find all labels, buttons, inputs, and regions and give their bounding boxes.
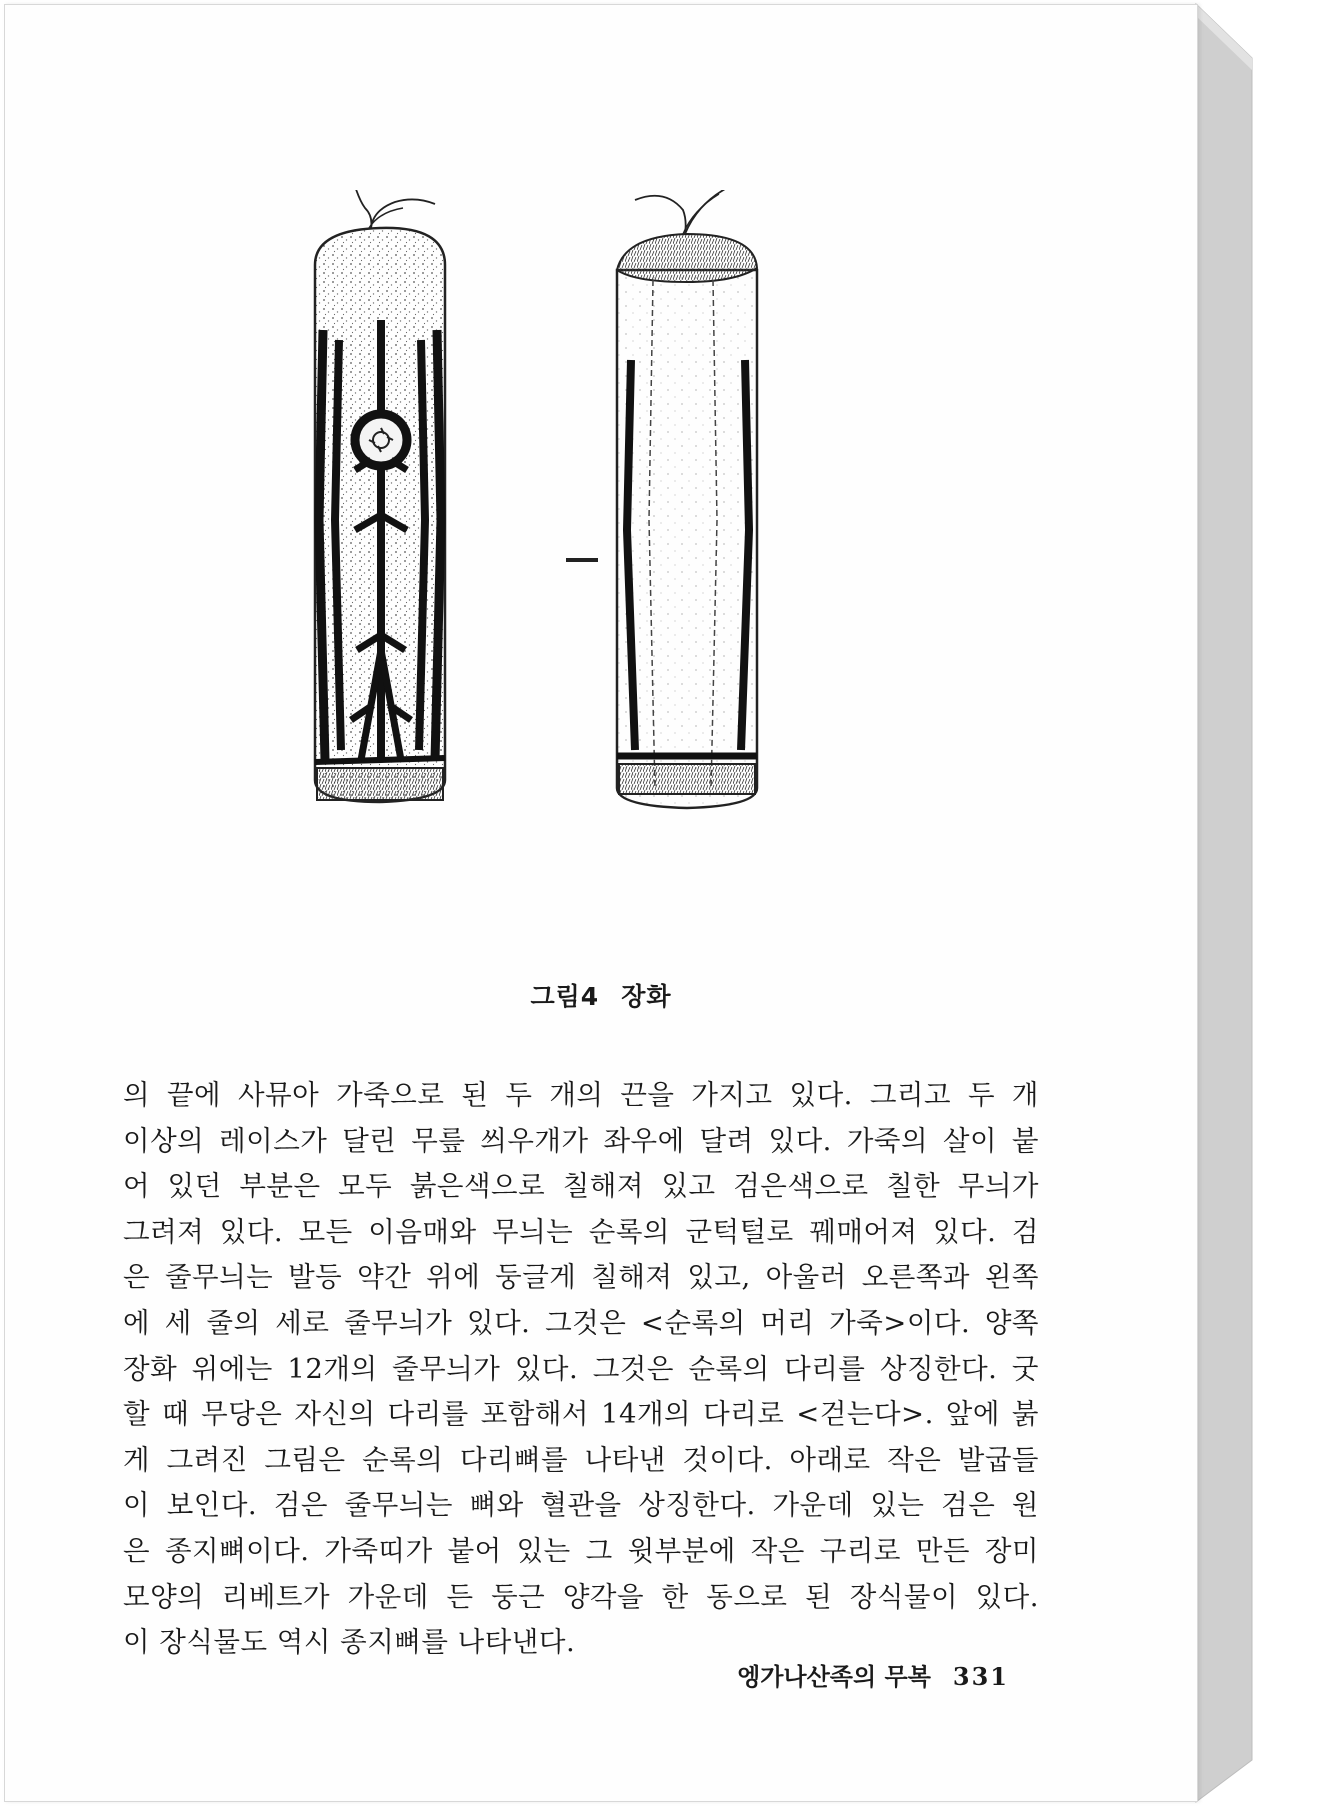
text-line: 은 종지뼈이다. 가죽띠가 붙어 있는 그 윗부분에 작은 구리로 만든 장미: [123, 1534, 1039, 1567]
boots-illustration: [295, 190, 875, 990]
figure-caption: [5, 977, 1197, 1013]
text-line: 할 때 무당은 자신의 다리를 포함해서 14개의 다리로 <걷는다>. 앞에 붉: [123, 1398, 1039, 1431]
figure-caption-label: 그림4: [530, 982, 600, 1011]
page-number: 331: [952, 1662, 1009, 1691]
text-line: 그려져 있다. 모든 이음매와 무늬는 순록의 군턱털로 꿰매어져 있다. 검: [123, 1215, 1039, 1248]
text-line: 장화 위에는 12개의 줄무늬가 있다. 그것은 순록의 다리를 상징한다. 굿: [123, 1352, 1039, 1385]
text-line: 에 세 줄의 세로 줄무늬가 있다. 그것은 <순록의 머리 가죽>이다. 양쪽: [123, 1306, 1039, 1339]
figure-separator-dash: [566, 558, 598, 562]
book-page: [4, 4, 1198, 1802]
text-line: 게 그려진 그림은 순록의 다리뼈를 나타낸 것이다. 아래로 작은 발굽들: [123, 1443, 1039, 1476]
text-line: 모양의 리베트가 가운데 든 둥근 양각을 한 동으로 된 장식물이 있다.: [123, 1580, 1039, 1613]
text-line: 은 줄무늬는 발등 약간 위에 둥글게 칠해져 있고, 아울러 오른쪽과 왼쪽: [123, 1261, 1039, 1294]
body-paragraph: [123, 1073, 1039, 1666]
figure-caption-title: 장화: [621, 982, 672, 1011]
right-boot-drawing: [617, 190, 757, 808]
text-line: 의 끝에 사뮤아 가죽으로 된 두 개의 끈을 가지고 있다. 그리고 두 개: [123, 1079, 1039, 1111]
text-line: 이상의 레이스가 달린 무릎 씌우개가 좌우에 달려 있다. 가죽의 살이 붙: [123, 1124, 1039, 1157]
running-title: 엥가나산족의 무복: [737, 1663, 931, 1691]
page-footer: [737, 1657, 1009, 1692]
text-line: 이 보인다. 검은 줄무늬는 뼈와 혈관을 상징한다. 가운데 있는 검은 원: [123, 1489, 1039, 1522]
text-line: 이 장식물도 역시 종지뼈를 나타낸다.: [123, 1626, 576, 1659]
left-boot-drawing: [315, 190, 445, 802]
text-line: 어 있던 부분은 모두 붉은색으로 칠해져 있고 검은색으로 칠한 무늬가: [123, 1170, 1039, 1203]
